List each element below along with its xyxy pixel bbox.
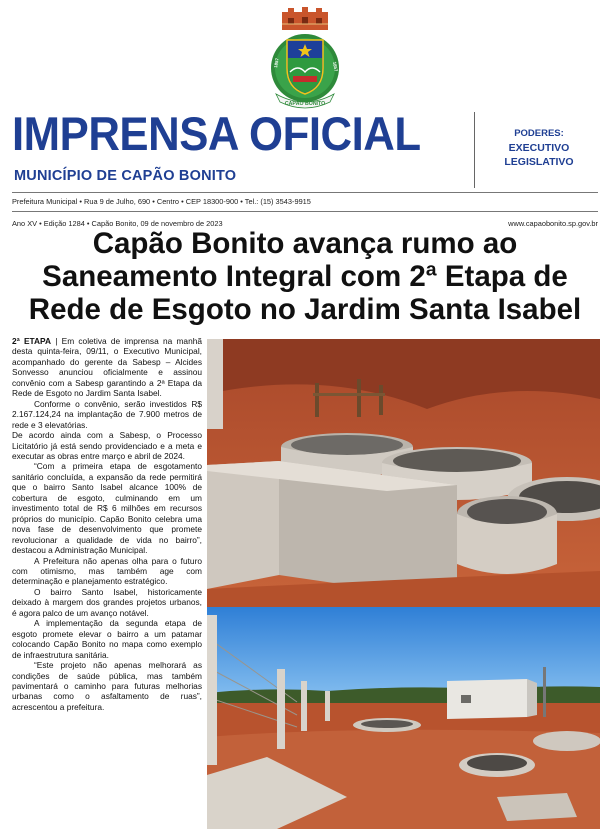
shield-icon: [287, 40, 323, 94]
article-paragraph: De acordo ainda com a Sabesp, o Processo Licitatório já está sendo providenciado e a meta e executar as obras entre março e abril de 2024.: [12, 430, 202, 461]
masthead-divider: [474, 112, 475, 188]
lead-tag: 2ª ETAPA: [12, 336, 51, 346]
article-paragraph: A implementação da segunda etapa de esgoto promete elevar o bairro a um patamar colocando Capão Bonito no mapa como exemplo de infraestrutura sanitária.: [12, 618, 202, 660]
power-executive: EXECUTIVO: [508, 142, 570, 154]
middle-rule: [12, 211, 598, 212]
power-legislative: LEGISLATIVO: [504, 156, 574, 168]
website-link[interactable]: www.capaobonito.sp.gov.br: [508, 219, 598, 228]
top-rule: [12, 192, 598, 193]
newspaper-title: IMPRENSA OFICIAL: [12, 107, 421, 160]
svg-text:1857: 1857: [273, 57, 280, 69]
article-paragraph: Conforme o convênio, serão investidos R$ 2.167.124,24 na implantação de 7.900 metros de rede e 3 elevatórias.: [12, 398, 202, 430]
construction-photo-rings: [207, 339, 600, 607]
powers-label: PODERES:: [514, 128, 564, 139]
article-paragraph: “Este projeto não apenas melhorará as condições de saúde pública, mas também pavimentará o caminho para futuras melhorias urbanas como o asfaltamento de ruas”, acrescentou a prefeitura.: [12, 660, 202, 712]
article-paragraph: A Prefeitura não apenas olha para o futuro com otimismo, mas também age com determinação e planejamento estratégico.: [12, 555, 202, 587]
article-body: [12, 336, 202, 712]
powers-box: [476, 127, 602, 169]
article-paragraph: O bairro Santo Isabel, historicamente deixado à margem dos grandes projetos urbanos, é agora palco de um avanço notável.: [12, 586, 202, 618]
svg-text:1857: 1857: [332, 61, 339, 72]
mural-crown-icon: [282, 7, 328, 30]
article-paragraph: 2ª ETAPA | Em coletiva de imprensa na manhã desta quinta-feira, 09/11, o Executivo Municipal, acompanhado do gerente da Sabesp – Alcides Sonvesso anunciou oficialmente e assinou convênio com a Sabesp garantindo a 2ª Etapa da Rede de Esgoto no Jardim Santa Isabel.: [12, 336, 202, 399]
municipal-coat-of-arms: [268, 6, 342, 110]
svg-text:CAPÃO BONITO: CAPÃO BONITO: [284, 101, 326, 107]
newspaper-subtitle: MUNICÍPIO DE CAPÃO BONITO: [14, 168, 237, 184]
construction-photo-site: [207, 607, 600, 829]
address-line: Prefeitura Municipal • Rua 9 de Julho, 690 • Centro • CEP 18300-900 • Tel.: (15) 3543-9915: [12, 197, 311, 206]
article-paragraph: “Com a primeira etapa de esgotamento sanitário concluída, a expansão da rede permitirá que o bairro Santo Isabel alcance 100% de cobertura de esgoto, culminando em um investimento total de R$ 6 milhões em recursos próprios do município. Capão Bonito celebra uma nova fase de desenvolvimento que promete revolucionar a qualidade de vida no bairro”, destacou a Administração Municipal.: [12, 461, 202, 556]
article-headline: Capão Bonito avança rumo ao Saneamento Integral com 2ª Etapa de Rede de Esgoto no Jardim Santa Isabel: [28, 227, 582, 326]
edition-line: Ano XV • Edição 1284 • Capão Bonito, 09 de novembro de 2023: [12, 219, 223, 228]
